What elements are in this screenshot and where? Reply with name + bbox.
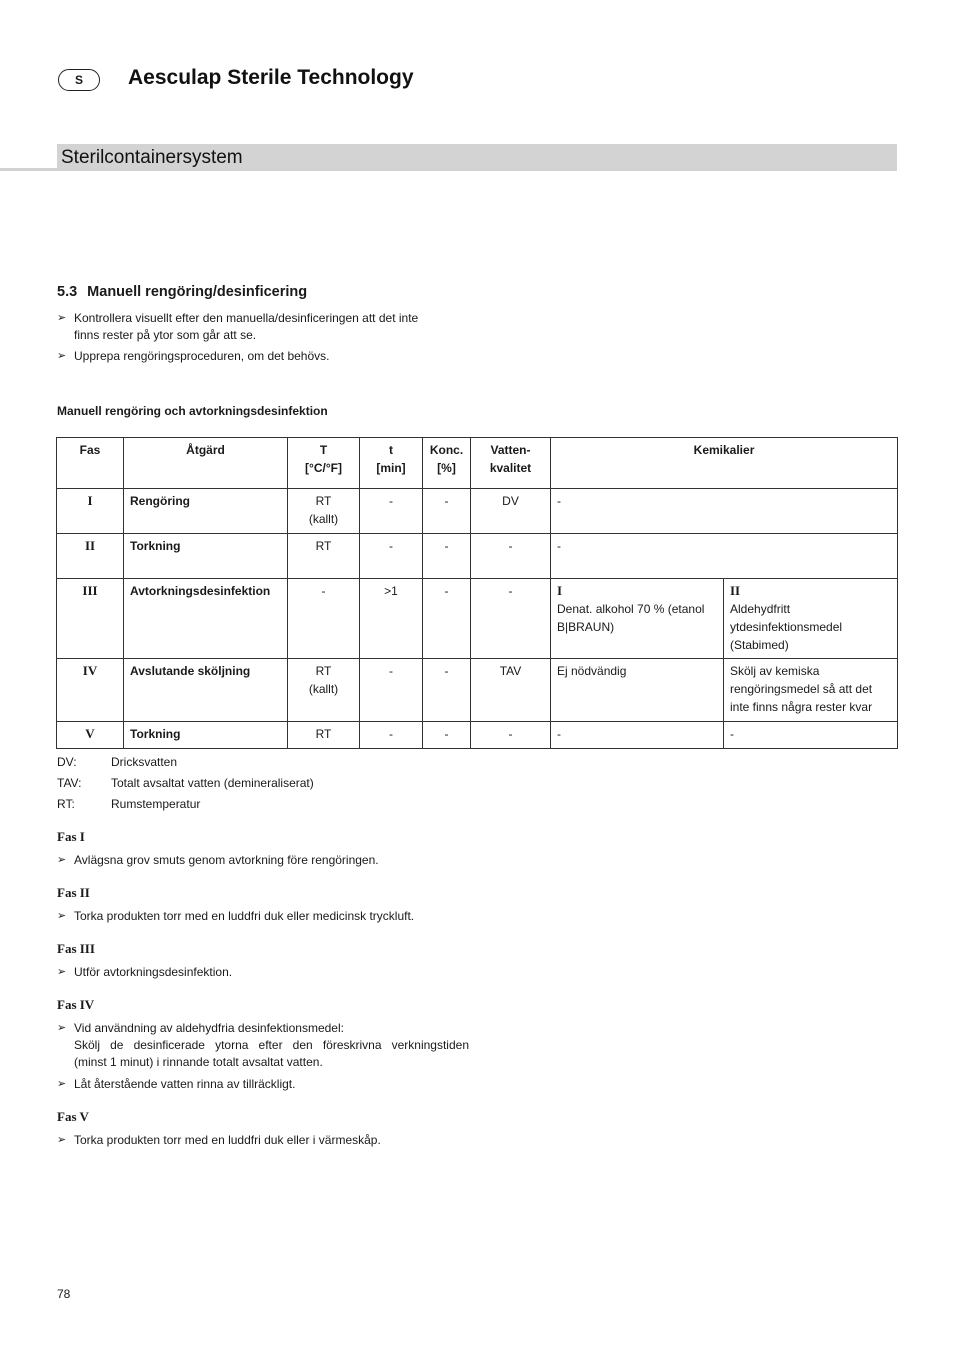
abbreviation-item: TAV: Totalt avsaltat vatten (demineraliserat) [57, 776, 314, 790]
subsection-title: Manuell rengöring/desinficering [87, 284, 308, 300]
col-header-time: t [min] [360, 438, 423, 489]
col-header-konc: Konc. [%] [423, 438, 471, 489]
table-row: IV Avslutande sköljning RT (kallt) - - TAV Ej nödvändig Skölj av kemiska rengöringsmedel så att det inte finns några rester kvar [57, 659, 898, 722]
arrow-bullet-icon: ➢ [57, 910, 67, 922]
arrow-bullet-icon: ➢ [57, 350, 67, 362]
brand-title: Aesculap Sterile Technology [128, 66, 414, 89]
list-item: ➢ Utför avtorkningsdesinfektion. [57, 965, 233, 979]
table-row: II Torkning RT - - - - [57, 534, 898, 579]
table-row: V Torkning RT - - - - - [57, 722, 898, 749]
table-header-row [57, 438, 898, 489]
list-item: ➢ Låt återstående vatten rinna av tillräckligt. [57, 1077, 296, 1091]
abbreviation-item: DV: Dricksvatten [57, 755, 178, 769]
arrow-bullet-icon: ➢ [57, 1022, 67, 1034]
table-caption: Manuell rengöring och avtorkningsdesinfektion [57, 404, 328, 418]
list-item: ➢ Vid användning av aldehydfria desinfektionsmedel: Skölj de desinficerade ytorna efter den föreskrivna verkningstiden (minst 1 minut) i rinnande totalt avsaltat vatten. [57, 1021, 469, 1069]
phase-heading: Fas II [57, 885, 90, 900]
col-header-temperature: T [°C/°F] [288, 438, 360, 489]
subsection-heading [57, 284, 307, 300]
language-badge: S [58, 69, 100, 91]
list-item: ➢ Torka produkten torr med en luddfri duk eller i värmeskåp. [57, 1133, 381, 1147]
section-bar-rule [0, 168, 57, 171]
abbreviation-item: RT: Rumstemperatur [57, 797, 201, 811]
list-item: ➢ Kontrollera visuellt efter den manuella/desinficeringen att det inte finns rester på ytor som går att se. [57, 311, 419, 342]
list-item: ➢ Upprepa rengöringsproceduren, om det behövs. [57, 349, 330, 363]
col-header-fas: Fas [57, 438, 124, 489]
phase-heading: Fas V [57, 1109, 89, 1124]
page-number: 78 [57, 1287, 71, 1301]
procedure-table [56, 437, 898, 749]
col-header-chemicals: Kemikalier [551, 438, 898, 489]
table-row: I Rengöring RT (kallt) - - DV - [57, 489, 898, 534]
table-row: III Avtorkningsdesinfektion - >1 - - I Denat. alkohol 70 % (etanol B|BRAUN) II Aldehydfritt ytdesinfektionsmedel (Stabimed) [57, 579, 898, 659]
list-item: ➢ Torka produkten torr med en luddfri duk eller medicinsk tryckluft. [57, 909, 415, 923]
section-title: Sterilcontainersystem [61, 147, 243, 168]
arrow-bullet-icon: ➢ [57, 1078, 67, 1090]
list-item: ➢ Avlägsna grov smuts genom avtorkning före rengöringen. [57, 853, 379, 867]
phase-heading: Fas I [57, 829, 85, 844]
col-header-water-quality: Vatten- kvalitet [471, 438, 551, 489]
subsection-number: 5.3 [57, 284, 78, 300]
arrow-bullet-icon: ➢ [57, 966, 67, 978]
col-header-atgard: Åtgärd [124, 438, 288, 489]
arrow-bullet-icon: ➢ [57, 854, 67, 866]
arrow-bullet-icon: ➢ [57, 312, 67, 324]
arrow-bullet-icon: ➢ [57, 1134, 67, 1146]
phase-heading: Fas III [57, 941, 95, 956]
phase-heading: Fas IV [57, 997, 95, 1012]
